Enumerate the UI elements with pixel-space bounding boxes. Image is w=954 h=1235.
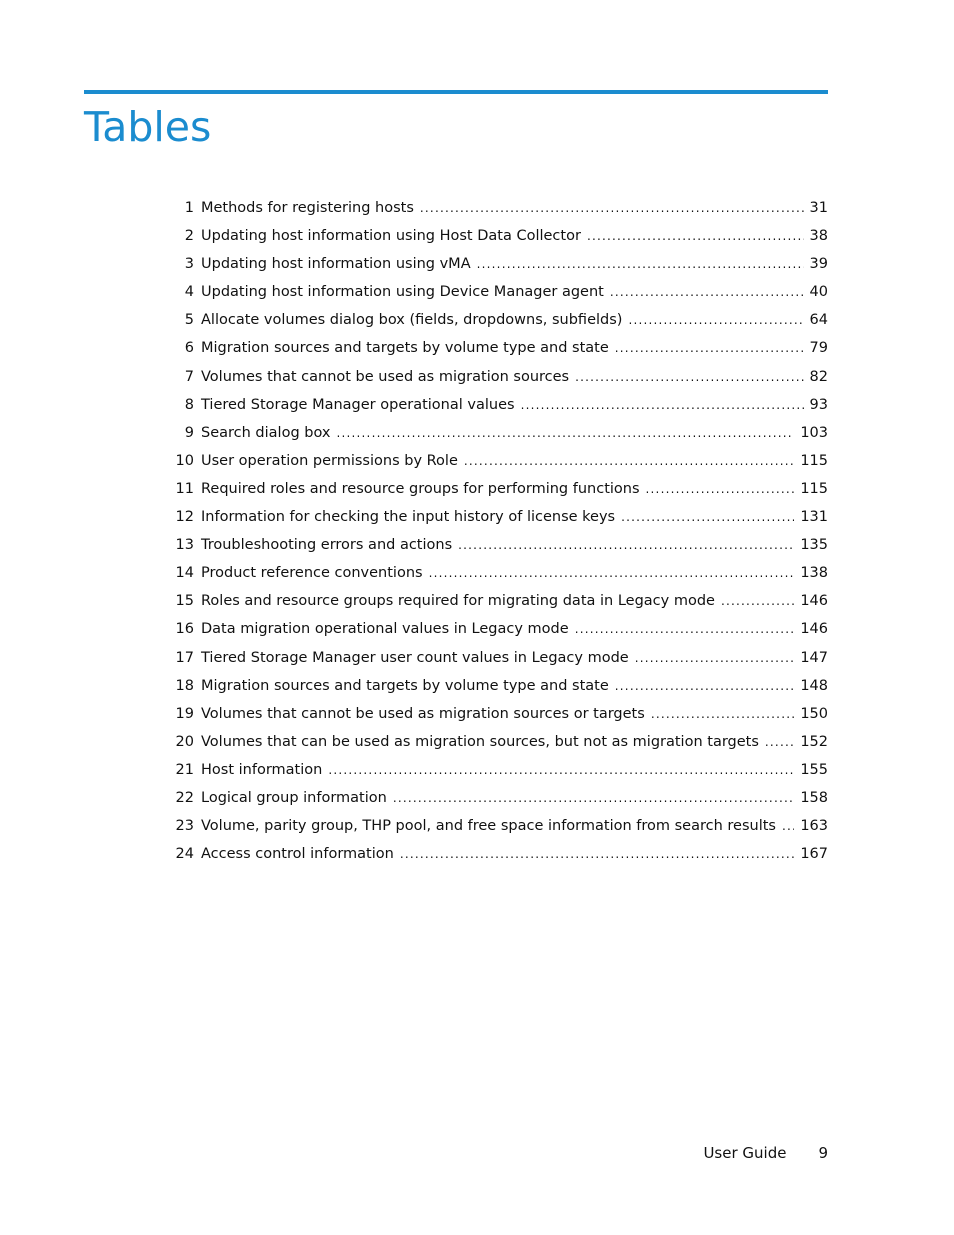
- toc-entry[interactable]: [160, 334, 828, 362]
- toc-entry[interactable]: [160, 644, 828, 672]
- toc-label[interactable]: Migration sources and targets by volume type and state: [201, 340, 609, 357]
- toc-entry[interactable]: [160, 278, 828, 306]
- toc-label[interactable]: Allocate volumes dialog box (fields, dropdowns, subfields): [201, 312, 623, 329]
- toc-page[interactable]: 163: [800, 818, 828, 835]
- dot-leader: [336, 419, 794, 447]
- toc-page[interactable]: 79: [809, 340, 828, 357]
- dot-leader: [575, 615, 795, 643]
- dot-leader: [615, 672, 795, 700]
- toc-entry[interactable]: [160, 559, 828, 587]
- dot-leader: [477, 250, 804, 278]
- dot-leader: [458, 531, 794, 559]
- dot-leader: [400, 840, 795, 868]
- toc-entry[interactable]: [160, 391, 828, 419]
- toc-label[interactable]: Volume, parity group, THP pool, and free space information from search results: [201, 818, 776, 835]
- toc-number: 19: [175, 705, 194, 722]
- toc-number: 4: [184, 284, 194, 301]
- toc-label[interactable]: Data migration operational values in Legacy mode: [201, 621, 569, 638]
- toc-page[interactable]: 39: [809, 256, 828, 273]
- toc-page[interactable]: 115: [800, 452, 828, 469]
- toc-number: 15: [175, 593, 194, 610]
- toc-label[interactable]: Tiered Storage Manager operational values: [201, 396, 515, 413]
- toc-label[interactable]: Access control information: [201, 846, 394, 863]
- title-rule: [84, 90, 828, 94]
- toc-label[interactable]: Search dialog box: [201, 424, 331, 441]
- toc-entry[interactable]: [160, 812, 828, 840]
- toc-entry[interactable]: [160, 756, 828, 784]
- toc-entry[interactable]: [160, 784, 828, 812]
- toc-number: 21: [175, 761, 194, 778]
- toc-label[interactable]: Information for checking the input history of license keys: [201, 509, 616, 526]
- toc-page[interactable]: 150: [800, 705, 828, 722]
- toc-label[interactable]: Roles and resource groups required for migrating data in Legacy mode: [201, 593, 715, 610]
- toc-entry[interactable]: [160, 447, 828, 475]
- toc-entry[interactable]: [160, 194, 828, 222]
- toc-page[interactable]: 64: [809, 312, 828, 329]
- toc-page[interactable]: 138: [800, 565, 828, 582]
- dot-leader: [393, 784, 794, 812]
- toc-label[interactable]: Updating host information using Device Manager agent: [201, 284, 604, 301]
- toc-entry[interactable]: [160, 587, 828, 615]
- toc-label[interactable]: Volumes that can be used as migration sources, but not as migration targets: [201, 733, 759, 750]
- toc-number: 20: [175, 733, 194, 750]
- toc-entry[interactable]: [160, 615, 828, 643]
- toc-number: 1: [184, 200, 194, 216]
- page-footer: [703, 1142, 828, 1164]
- dot-leader: [615, 334, 804, 362]
- toc-page[interactable]: 38: [809, 228, 828, 245]
- toc-label[interactable]: Host information: [201, 761, 323, 778]
- toc-number: 12: [175, 509, 194, 526]
- dot-leader: [429, 559, 795, 587]
- dot-leader: [521, 391, 804, 419]
- document-name: User Guide: [703, 1144, 787, 1162]
- toc-page[interactable]: 158: [800, 789, 828, 806]
- toc-entry[interactable]: [160, 306, 828, 334]
- toc-page[interactable]: 82: [809, 368, 828, 385]
- dot-leader: [628, 306, 803, 334]
- toc-number: 11: [175, 480, 194, 497]
- toc-page[interactable]: 135: [800, 537, 828, 554]
- toc-label[interactable]: Updating host information using vMA: [201, 256, 471, 273]
- toc-page[interactable]: 131: [800, 509, 828, 526]
- toc-entry[interactable]: [160, 250, 828, 278]
- toc-number: 8: [184, 396, 194, 413]
- toc-page[interactable]: 103: [800, 424, 828, 441]
- toc-number: 13: [175, 537, 194, 554]
- dot-leader: [420, 194, 804, 222]
- toc-label[interactable]: Methods for registering hosts: [201, 200, 414, 216]
- dot-leader: [646, 475, 795, 503]
- toc-label[interactable]: Logical group information: [201, 789, 387, 806]
- toc-number: 23: [175, 818, 194, 835]
- dot-leader: [782, 812, 794, 840]
- dot-leader: [621, 503, 794, 531]
- toc-page[interactable]: 93: [809, 396, 828, 413]
- toc-number: 24: [175, 846, 194, 863]
- toc-entry[interactable]: [160, 531, 828, 559]
- dot-leader: [587, 222, 804, 250]
- toc-entry[interactable]: [160, 672, 828, 700]
- toc-entry[interactable]: [160, 475, 828, 503]
- toc-number: 14: [175, 565, 194, 582]
- toc-label[interactable]: Volumes that cannot be used as migration sources or targets: [201, 705, 645, 722]
- toc-number: 17: [175, 649, 194, 666]
- toc-entry[interactable]: [160, 728, 828, 756]
- toc-number: 18: [175, 677, 194, 694]
- toc-page[interactable]: 115: [800, 480, 828, 497]
- toc-number: 6: [184, 340, 194, 357]
- toc-number: 22: [175, 789, 194, 806]
- toc-number: 7: [184, 368, 194, 385]
- dot-leader: [765, 728, 794, 756]
- toc-number: 5: [184, 312, 194, 329]
- toc-number: 10: [175, 452, 194, 469]
- toc-number: 3: [184, 256, 194, 273]
- toc-number: 2: [184, 228, 194, 245]
- dot-leader: [721, 587, 794, 615]
- toc-entry[interactable]: [160, 503, 828, 531]
- toc-entry[interactable]: [160, 363, 828, 391]
- dot-leader: [328, 756, 794, 784]
- toc-page[interactable]: 146: [800, 621, 828, 638]
- toc-label[interactable]: Updating host information using Host Data Collector: [201, 228, 581, 245]
- toc-label[interactable]: Required roles and resource groups for performing functions: [201, 480, 640, 497]
- table-list: [160, 194, 828, 868]
- page-number: 9: [818, 1144, 828, 1162]
- toc-label[interactable]: User operation permissions by Role: [201, 452, 458, 469]
- toc-page[interactable]: 148: [800, 677, 828, 694]
- dot-leader: [610, 278, 804, 306]
- toc-label[interactable]: Tiered Storage Manager user count values in Legacy mode: [201, 649, 629, 666]
- dot-leader: [635, 644, 795, 672]
- dot-leader: [464, 447, 794, 475]
- toc-entry[interactable]: [160, 700, 828, 728]
- toc-entry[interactable]: [160, 840, 828, 868]
- dot-leader: [575, 363, 803, 391]
- toc-entry[interactable]: [160, 419, 828, 447]
- toc-page[interactable]: 167: [800, 846, 828, 863]
- toc-page[interactable]: 152: [800, 733, 828, 750]
- toc-page[interactable]: 40: [809, 284, 828, 301]
- toc-label[interactable]: Product reference conventions: [201, 565, 423, 582]
- dot-leader: [651, 700, 795, 728]
- toc-page[interactable]: 146: [800, 593, 828, 610]
- toc-number: 16: [175, 621, 194, 638]
- toc-label[interactable]: Troubleshooting errors and actions: [201, 537, 453, 554]
- toc-page[interactable]: 31: [809, 200, 828, 216]
- toc-entry[interactable]: [160, 222, 828, 250]
- toc-page[interactable]: 155: [800, 761, 828, 778]
- toc-label[interactable]: Volumes that cannot be used as migration sources: [201, 368, 570, 385]
- page-title: Tables: [84, 103, 212, 151]
- toc-label[interactable]: Migration sources and targets by volume type and state: [201, 677, 609, 694]
- toc-page[interactable]: 147: [800, 649, 828, 666]
- toc-number: 9: [184, 424, 194, 441]
